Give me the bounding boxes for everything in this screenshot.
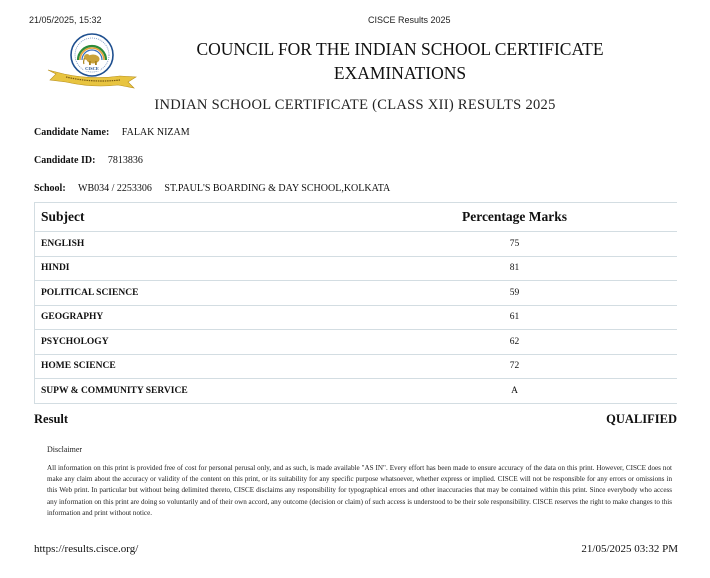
table-row xyxy=(35,256,678,281)
council-line-1: COUNCIL FOR THE INDIAN SCHOOL CERTIFICATE xyxy=(196,39,604,59)
subject-cell: HOME SCIENCE xyxy=(35,354,353,379)
school-name: ST.PAUL'S BOARDING & DAY SCHOOL,KOLKATA xyxy=(164,183,391,194)
candidate-id-label: Candidate ID: xyxy=(34,155,96,166)
result-row xyxy=(34,412,677,427)
table-row xyxy=(35,305,678,330)
subject-cell: GEOGRAPHY xyxy=(35,305,353,330)
candidate-name-row xyxy=(34,127,190,138)
table-row xyxy=(35,330,678,355)
table-row xyxy=(35,379,678,404)
school-row xyxy=(34,183,390,194)
print-timestamp: 21/05/2025, 15:32 xyxy=(29,15,102,25)
marks-table xyxy=(34,202,677,404)
disclaimer-text: All information on this print is provided free of cost for personal perusal only, and as such, is made available "AS IN". Every effort has been made to ensure accuracy of the data on this print. However, CISCE does not make any claim about the accuracy or validity of the content on this print, or its suitability for any specific purpose whatsoever, whether express or implied. CISCE will not be responsible for any errors or omissions in this Web print. In particular but without being delimited thereto, CISCE disclaims any responsibility for typographical errors and other inaccuracies that may be contained within this print. Since everybody who access any information on this print are doing so voluntarily and of their own accord, any outcome (decision or claim) of such access is understood to be their sole responsibility. CISCE reserves the right to make changes to this information and print without notice. xyxy=(47,464,672,517)
candidate-name-label: Candidate Name: xyxy=(34,127,110,138)
school-label: School: xyxy=(34,183,66,194)
marks-cell: 61 xyxy=(352,305,677,330)
exam-title: INDIAN SCHOOL CERTIFICATE (CLASS XII) RESULTS 2025 xyxy=(154,97,556,113)
disclaimer-title: Disclaimer xyxy=(47,445,83,454)
candidate-id-value: 7813836 xyxy=(107,155,143,166)
marks-cell: 72 xyxy=(352,354,677,379)
print-page-title: CISCE Results 2025 xyxy=(368,15,451,25)
subject-cell: HINDI xyxy=(35,256,353,281)
logo-text: CISCE xyxy=(85,66,99,71)
marks-cell: 81 xyxy=(352,256,677,281)
council-heading xyxy=(160,37,640,85)
marks-cell: 59 xyxy=(352,281,677,306)
footer-url[interactable]: https://results.cisce.org/ xyxy=(34,543,139,555)
candidate-id-row xyxy=(34,155,143,166)
result-value: QUALIFIED xyxy=(606,412,677,426)
marks-cell: 62 xyxy=(352,330,677,355)
subject-cell: SUPW & COMMUNITY SERVICE xyxy=(35,379,353,404)
subject-cell: PSYCHOLOGY xyxy=(35,330,353,355)
cisce-logo-icon xyxy=(46,30,138,92)
table-row xyxy=(35,281,678,306)
footer-datetime: 21/05/2025 03:32 PM xyxy=(581,543,678,555)
candidate-name-value: FALAK NIZAM xyxy=(121,127,190,138)
marks-cell: 75 xyxy=(352,232,677,257)
subject-column-header: Subject xyxy=(35,203,353,232)
table-row xyxy=(35,232,678,257)
marks-table-body xyxy=(35,232,678,404)
table-header-row xyxy=(35,203,678,232)
table-row xyxy=(35,354,678,379)
subject-cell: ENGLISH xyxy=(35,232,353,257)
marks-cell: A xyxy=(352,379,677,404)
school-code: WB034 / 2253306 xyxy=(78,183,152,194)
marks-column-header: Percentage Marks xyxy=(352,203,677,232)
subject-cell: POLITICAL SCIENCE xyxy=(35,281,353,306)
result-label: Result xyxy=(34,412,69,426)
council-line-2: EXAMINATIONS xyxy=(333,63,467,83)
